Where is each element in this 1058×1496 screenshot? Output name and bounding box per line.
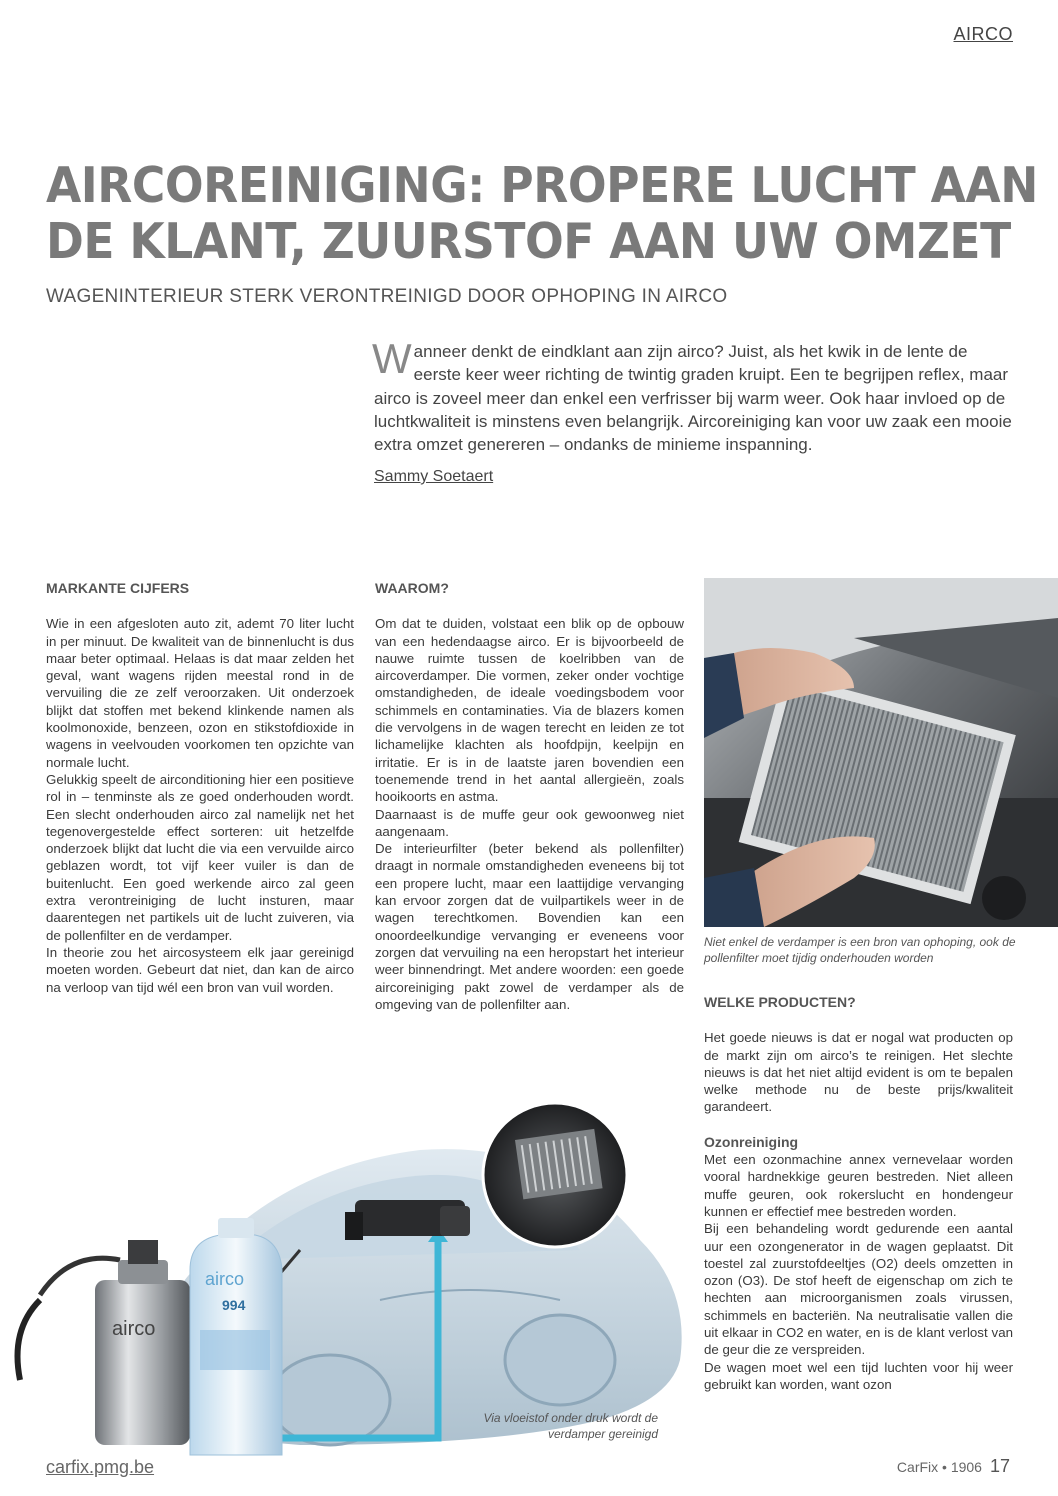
dropcap: W <box>372 335 412 382</box>
photo-caption: Niet enkel de verdamper is een bron van ophoping, ook de pollenfilter moet tijdig onderhouden worden <box>704 935 1016 965</box>
page-number: 17 <box>989 1456 1010 1476</box>
can-label: airco <box>112 1318 156 1340</box>
author-link[interactable]: Sammy Soetaert <box>374 468 494 485</box>
bottle-label: airco <box>205 1269 245 1289</box>
col3-paragraph-2: Met een ozonmachine annex vernevelaar worden vooral hardnekkige geuren bestreden. Niet alleen muffe geuren, ook rokerslucht en hondengeur kunnen er effectief mee bestreden worden. <box>704 1152 1013 1219</box>
col3-paragraph-4: De wagen moet wel een tijd luchten voor hij weer gebruikt kan worden, want ozon <box>704 1359 1013 1392</box>
page-title <box>46 157 1038 270</box>
section-label: AIRCO <box>953 24 1013 44</box>
col1-paragraph-3: In theorie zou het aircosysteem elk jaar gereinigd moeten worden. Gebeurt dat niet, dan kan de airco na verloop van tijd wél een bron van vuil worden. <box>46 944 354 995</box>
col3-paragraph-1: Het goede nieuws is dat er nogal wat producten op de markt zijn om airco’s te reinigen. Het slechte nieuws is dat het niet altijd evident is om te bepalen welke methode nu de beste prijs/kwaliteit garandeert. <box>704 1030 1013 1115</box>
heading-markante-cijfers: MARKANTE CIJFERS <box>46 580 190 596</box>
col2-paragraph-3: De interieurfilter (beter bekend als pollenfilter) draagt in normale omstandigheden eveneens bij tot een propere lucht, maar een laattijdige vervanging kan ervoor zorgen dat de vuilpartikels weer in de wagen terechtkomen. Bovendien kan een onoordeelkundige vervanging er eveneens voor zorgen dat vervuiling na een heropstart het interieur weer binnendringt. Met andere woorden: een goede aircoreiniging pakt zowel de verdamper als de omgeving van de pollenfilter aan. <box>375 841 684 1012</box>
pollen-filter-photo <box>704 578 1058 927</box>
title-line-1: AIRCOREINIGING: PROPERE LUCHT AAN <box>46 157 1038 214</box>
intro-paragraph <box>372 335 1014 456</box>
magazine-issue: CarFix • 1906 <box>896 1459 982 1475</box>
title-line-2: DE KLANT, ZUURSTOF AAN UW OMZET <box>46 213 1011 270</box>
heading-welke-producten: WELKE PRODUCTEN? <box>704 994 856 1010</box>
col1-paragraph-1: Wie in een afgesloten auto zit, ademt 70 liter lucht in per minuut. De kwaliteit van de binnenlucht is dus maar beter optimaal. Helaas is dat maar zelden het geval, want wagens rijden meestal rond in de vervuiling die ze zelf veroorzaken. Uit onderzoek blijkt dat stoffen met bekend klinkende namen als koolmonoxide, benzeen, ozon en stikstofdioxide in wagens in veelvouden voorkomen ten opzichte van normale lucht. <box>46 616 354 770</box>
col2-paragraph-2: Daarnaast is de muffe geur ook gewoonweg niet aangenaam. <box>375 806 684 839</box>
illustration-caption: Via vloeistof onder druk wordt de verdamper gereinigd <box>483 1411 658 1441</box>
bottle-code: 994 <box>222 1297 246 1313</box>
heading-waarom: WAAROM? <box>375 580 449 596</box>
col3-paragraph-3: Bij een behandeling wordt gedurende een aantal uur een ozongenerator in de wagen geplaatst. Dit toestel zal zuurstofdeeltjes (O2) deels omzetten in ozon (O3). De stof heeft de eigenschap om zich te hechten aan microorganismen zoals virussen, schimmels en bacteriën. Na neutralisatie vallen die uit elkaar in CO2 en water, en is de klant verlost van de geur die ze verspreiden. <box>704 1221 1013 1358</box>
footer-info <box>897 1456 1010 1477</box>
subheading-ozonreiniging: Ozonreiniging <box>704 1133 799 1150</box>
column-1 <box>46 580 354 996</box>
column-2 <box>375 580 684 1013</box>
subtitle: WAGENINTERIEUR STERK VERONTREINIGD DOOR OPHOPING IN AIRCO <box>46 286 728 307</box>
col1-paragraph-2: Gelukkig speelt de airconditioning hier een positieve rol in – tenminste als ze goed onderhouden wordt. Een slecht onderhouden airco zal namelijk net het tegenovergestelde effect sorteren: uit hetzelfde onderzoek blijkt dat lucht die via een vervuilde airco geblazen wordt, tot vijf keer vuiler is dan de buitenlucht. Een goed werkende airco zal geen extra verontreiniging de lucht insturen, maar daarentegen net partikels uit de lucht zuiveren, via de pollenfilter en de verdamper. <box>46 771 354 943</box>
col2-paragraph-1: Om dat te duiden, volstaat een blik op de opbouw van een hedendaagse airco. Er is bijvoorbeeld de nauwe ruimte tussen de koelribben van de aircoverdamper. Die vormen, zeker onder vochtige omstandigheden, de ideale voedingsbodem voor schimmels en contaminaties. Via de blazers komen die vervolgens in de wagen terecht en leiden ze tot lichamelijke klachten als hoofdpijn, keelpijn en irritatie. Er is in de laatste jaren bovendien een toenemende trend in het aantal allergieën, zoals hooikoorts en astma. <box>375 616 684 805</box>
column-3 <box>704 994 1013 1393</box>
footer-url-link[interactable]: carfix.pmg.be <box>46 1457 155 1477</box>
intro-text: anneer denkt de eindklant aan zijn airco? Juist, als het kwik in de lente de eerste keer weer richting de twintig graden kruipt. Een te begrijpen reflex, maar airco is zoveel meer dan enkel een verfrisser bij warm weer. Ook haar invloed op de luchtkwaliteit is minstens even belangrijk. Aircoreiniging kan voor uw zaak een mooie extra omzet genereren – ondanks de minieme inspanning. <box>374 342 1012 455</box>
